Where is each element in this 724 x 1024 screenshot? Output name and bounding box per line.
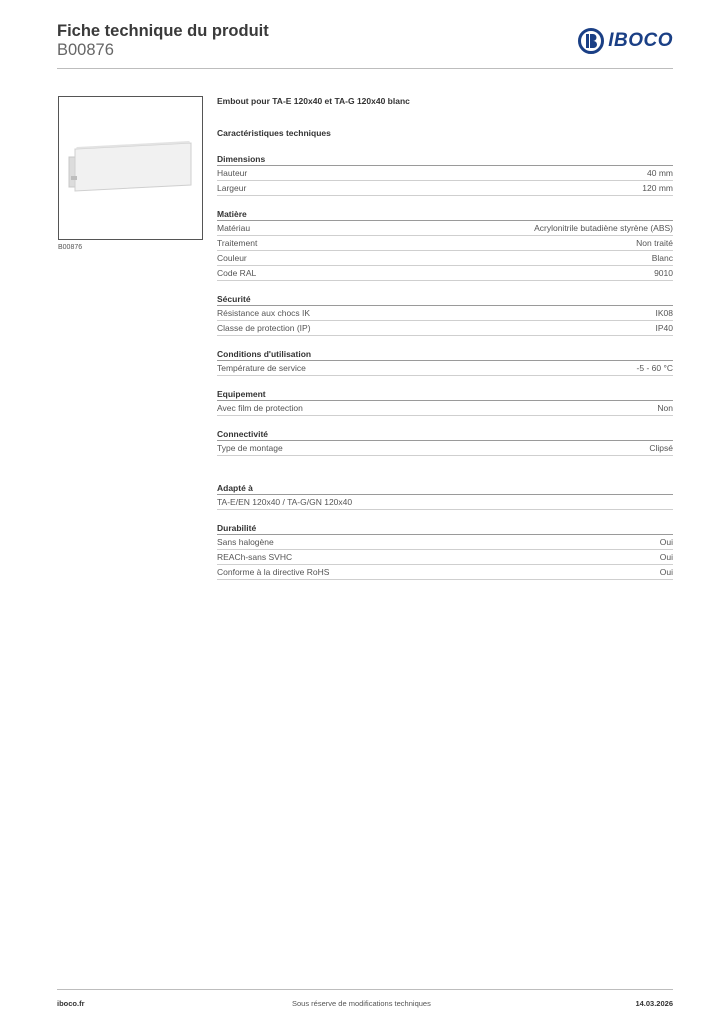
spec-row: [217, 221, 673, 236]
logo-text: IBOCO: [608, 30, 673, 51]
spec-label: Classe de protection (IP): [217, 323, 311, 333]
spec-row: [217, 535, 673, 550]
section-title: Dimensions: [217, 153, 673, 166]
spec-label: Conforme à la directive RoHS: [217, 567, 330, 577]
spec-value: Acrylonitrile butadiène styrène (ABS): [534, 223, 673, 233]
spec-label: REACh-sans SVHC: [217, 552, 293, 562]
page-title: Fiche technique du produit: [57, 22, 269, 40]
spec-row: [217, 401, 673, 416]
iboco-logo-icon: [578, 28, 604, 54]
spec-value: Oui: [659, 567, 673, 577]
page-header: [57, 22, 673, 69]
section-title: Conditions d'utilisation: [217, 348, 673, 361]
spec-row: [217, 495, 673, 510]
section-title: Matière: [217, 208, 673, 221]
image-caption: B00876: [58, 244, 83, 251]
spec-value: Clipsé: [649, 443, 673, 453]
page-footer: [57, 989, 673, 1015]
spec-label: Avec film de protection: [217, 403, 303, 413]
spec-row: [217, 251, 673, 266]
spec-label: Couleur: [217, 253, 247, 263]
section-title: Adapté à: [217, 482, 673, 495]
spec-value: 120 mm: [642, 183, 673, 193]
footer-website: iboco.fr: [57, 999, 85, 1008]
spec-value: Oui: [659, 537, 673, 547]
spec-label: Largeur: [217, 183, 247, 193]
spec-label: Sans halogène: [217, 537, 274, 547]
spec-value: 40 mm: [647, 168, 673, 178]
spec-row: [217, 321, 673, 336]
spec-row: [217, 361, 673, 376]
spec-row: [217, 236, 673, 251]
spec-row: [217, 306, 673, 321]
spec-row: [217, 565, 673, 580]
section-title: Connectivité: [217, 428, 673, 441]
footer-disclaimer: Sous réserve de modifications techniques: [292, 999, 431, 1008]
spec-value: IK08: [655, 308, 673, 318]
spec-label: Code RAL: [217, 268, 257, 278]
section-title: Sécurité: [217, 293, 673, 306]
spec-value: Non traité: [636, 238, 673, 248]
spec-value: -5 - 60 °C: [636, 363, 673, 373]
product-name: Embout pour TA-E 120x40 et TA-G 120x40 blanc: [217, 96, 410, 106]
footer-date: 14.03.2026: [635, 999, 673, 1008]
spec-row: [217, 441, 673, 456]
product-code: B00876: [57, 41, 114, 59]
spec-label: Type de montage: [217, 443, 283, 453]
spec-row: [217, 181, 673, 196]
spec-label: Résistance aux chocs IK: [217, 308, 311, 318]
spec-content: [217, 96, 673, 580]
technical-characteristics-heading: Caractéristiques techniques: [217, 128, 331, 138]
spec-row: [217, 166, 673, 181]
end-cap-illustration: [59, 97, 202, 239]
spec-value: 9010: [654, 268, 673, 278]
spec-row: [217, 550, 673, 565]
spec-value: Blanc: [651, 253, 673, 263]
spec-label: Température de service: [217, 363, 306, 373]
product-image: [58, 96, 203, 240]
section-title: Equipement: [217, 388, 673, 401]
spec-sections: [217, 153, 673, 580]
spec-value: Non: [657, 403, 673, 413]
iboco-logo: [578, 28, 673, 54]
spec-row: [217, 266, 673, 281]
spec-value: IP40: [655, 323, 673, 333]
spec-label: Matériau: [217, 223, 251, 233]
spec-value: Oui: [659, 552, 673, 562]
section-title: Durabilité: [217, 522, 673, 535]
spec-label: Hauteur: [217, 168, 248, 178]
spec-label: Traitement: [217, 238, 258, 248]
spec-label: TA-E/EN 120x40 / TA-G/GN 120x40: [217, 497, 353, 507]
